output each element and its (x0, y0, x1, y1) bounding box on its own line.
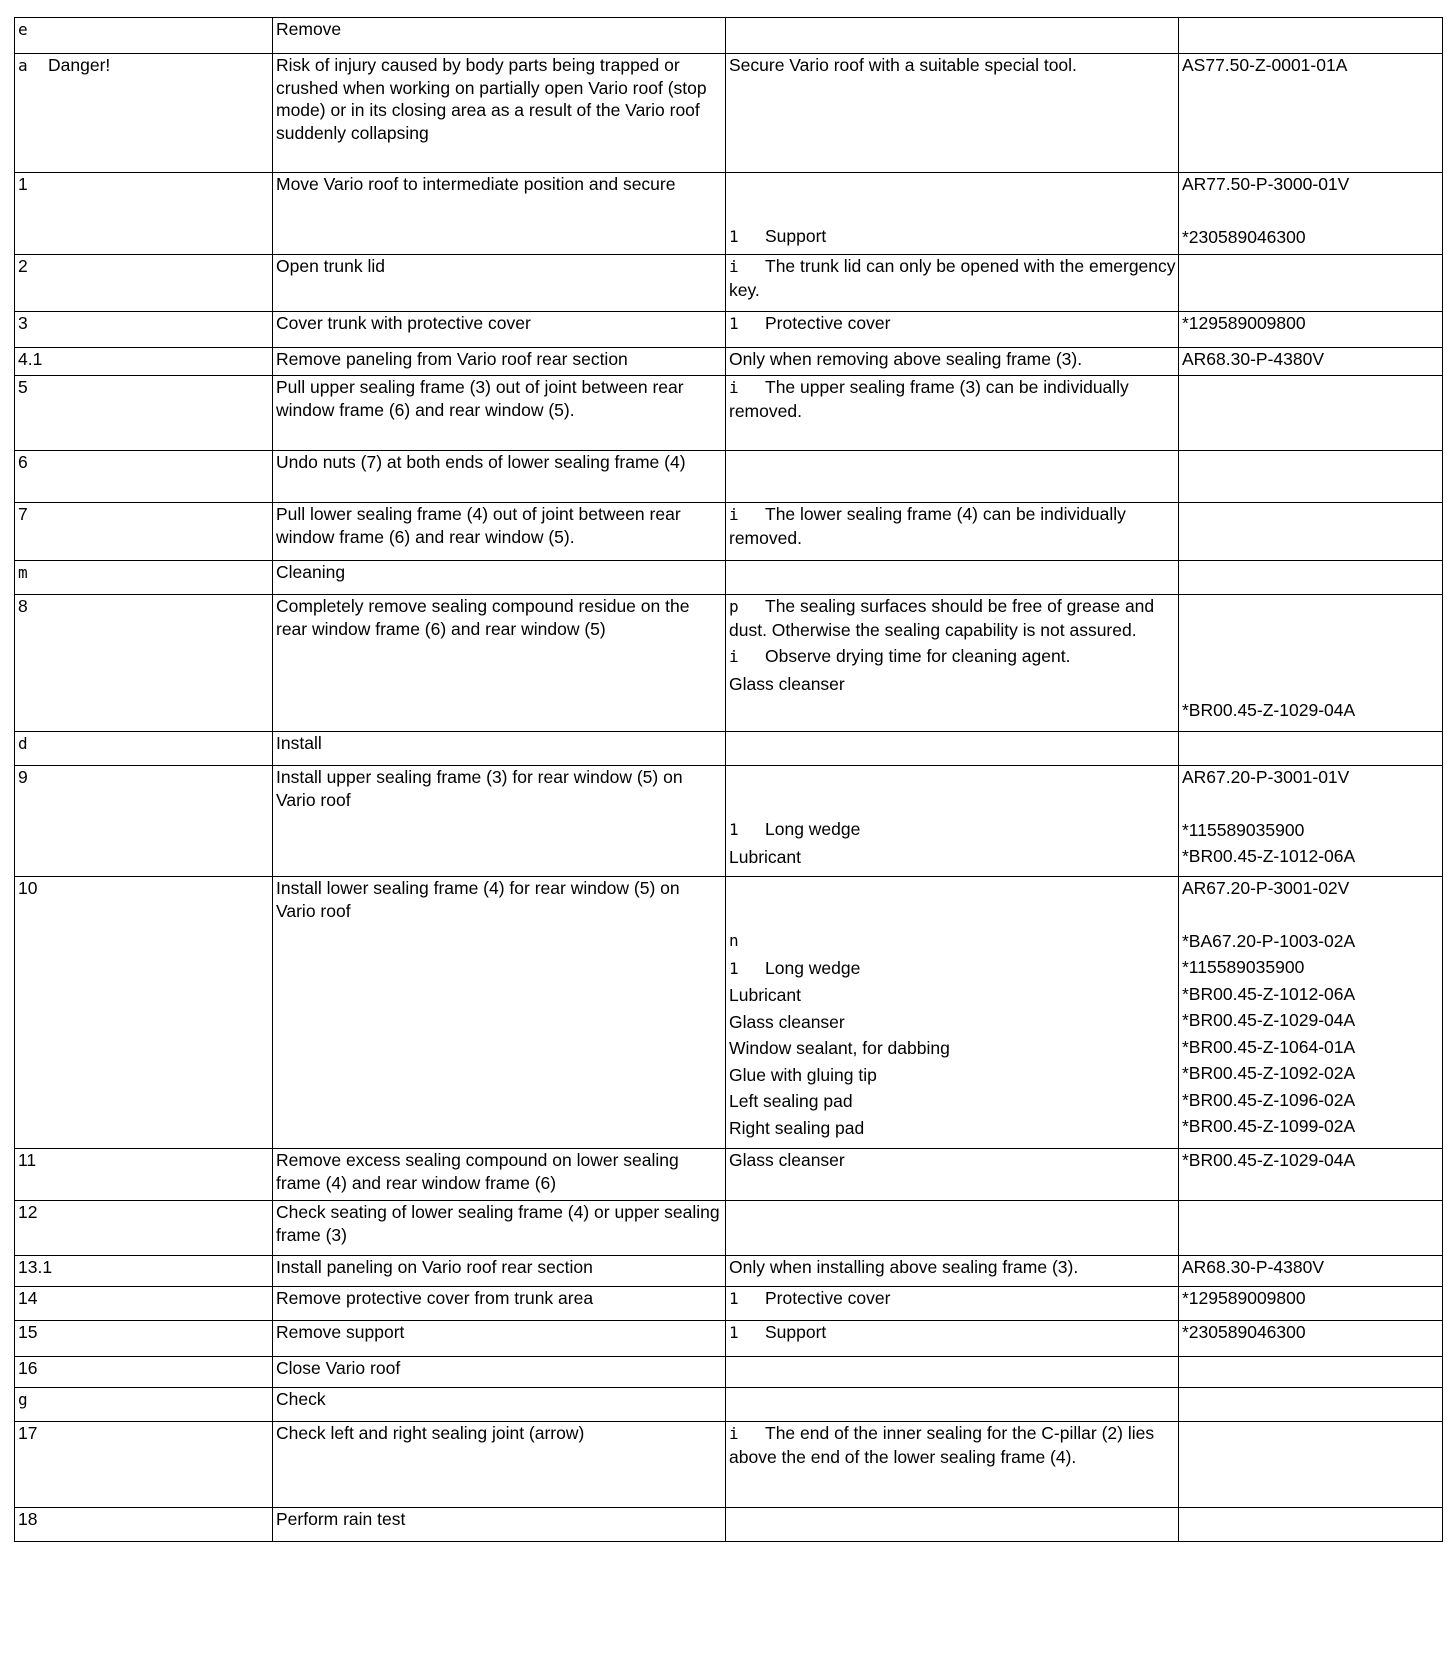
document-references (1179, 1357, 1443, 1388)
note-line (729, 792, 1176, 814)
step-number-cell (15, 376, 273, 451)
note-text: Glass cleanser (729, 1011, 845, 1032)
step-notes (726, 1357, 1179, 1388)
step-notes (726, 54, 1179, 173)
step-number: 9 (18, 767, 28, 787)
info-icon: i (729, 647, 739, 666)
note-line (729, 1256, 1176, 1279)
document-references (1179, 1508, 1443, 1542)
table-row (15, 173, 1443, 255)
note-line (729, 54, 1176, 77)
reference-code (1182, 673, 1440, 695)
notice-icon: p (729, 597, 739, 616)
reference-code: AS77.50-Z-0001-01A (1182, 55, 1348, 75)
note-text: Long wedge (765, 819, 861, 839)
table-row (15, 1201, 1443, 1256)
step-number-cell (15, 561, 273, 595)
reference-code: *115589035900 (1182, 957, 1305, 977)
document-references (1179, 595, 1443, 732)
special-tool-icon: 1 (729, 1289, 739, 1308)
table-row (15, 503, 1443, 561)
table-row (15, 732, 1443, 766)
step-number-cell (15, 1321, 273, 1357)
note-line (729, 1090, 1176, 1113)
step-description: Remove (273, 18, 726, 54)
table-row (15, 1357, 1443, 1388)
step-number-cell (15, 1388, 273, 1422)
note-text: The trunk lid can only be opened with the emergency key. (729, 256, 1176, 300)
step-notes (726, 1149, 1179, 1201)
step-number: 7 (18, 504, 28, 524)
reference-icon: n (729, 931, 739, 950)
note-text: Secure Vario roof with a suitable special tool. (729, 55, 1077, 75)
step-notes (726, 451, 1179, 503)
note-line (729, 1064, 1176, 1087)
note-text: Protective cover (765, 1288, 891, 1308)
step-description: Undo nuts (7) at both ends of lower sealing frame (4) (273, 451, 726, 503)
info-icon: i (729, 1424, 739, 1443)
step-number-cell (15, 877, 273, 1149)
note-line (729, 1149, 1176, 1172)
reference-code: *230589046300 (1182, 226, 1306, 247)
note-line (729, 225, 1176, 249)
step-notes (726, 348, 1179, 376)
table-row (15, 1321, 1443, 1357)
reference-code: *BR00.45-Z-1096-02A (1182, 1089, 1356, 1110)
reference-code: *BR00.45-Z-1029-04A (1182, 1150, 1356, 1170)
step-number: 18 (18, 1509, 38, 1529)
note-line (729, 348, 1176, 371)
note-text: Lubricant (729, 985, 801, 1005)
table-row (15, 1256, 1443, 1287)
step-description: Close Vario roof (273, 1357, 726, 1388)
reference-code: *129589009800 (1182, 313, 1306, 333)
document-references (1179, 1149, 1443, 1201)
note-text: Protective cover (765, 313, 891, 333)
note-line (729, 645, 1176, 669)
note-text: Observe drying time for cleaning agent. (765, 646, 1071, 666)
reference-code: *BR00.45-Z-1029-04A (1182, 1010, 1356, 1030)
special-tool-icon: 1 (729, 314, 739, 333)
reference-code: *BA67.20-P-1003-02A (1182, 930, 1356, 951)
document-references (1179, 54, 1443, 173)
step-number-cell (15, 766, 273, 877)
step-notes (726, 1201, 1179, 1256)
table-row (15, 1388, 1443, 1422)
table-row (15, 766, 1443, 877)
step-number: 11 (18, 1150, 37, 1170)
section-symbol-icon: d (18, 734, 28, 753)
note-text: Glass cleanser (729, 1150, 845, 1170)
info-icon: i (729, 378, 739, 397)
table-row (15, 595, 1443, 732)
reference-code: *BR00.45-Z-1029-04A (1182, 700, 1356, 720)
step-number-cell (15, 348, 273, 376)
step-description: Check (273, 1388, 726, 1422)
reference-code (1182, 595, 1440, 617)
note-line (729, 984, 1176, 1007)
step-notes (726, 1287, 1179, 1321)
step-number-cell (15, 595, 273, 732)
reference-code: *115589035900 (1182, 819, 1305, 840)
step-description: Cleaning (273, 561, 726, 595)
reference-code (1182, 904, 1440, 926)
reference-code: *BR00.45-Z-1012-06A (1182, 846, 1356, 866)
step-description: Pull upper sealing frame (3) out of joint between rear window frame (6) and rear window (5). (273, 376, 726, 451)
step-description: Install upper sealing frame (3) for rear window (5) on Vario roof (273, 766, 726, 877)
step-notes (726, 312, 1179, 348)
note-line (729, 818, 1176, 842)
document-references (1179, 376, 1443, 451)
note-line (729, 173, 1176, 195)
table-row (15, 1287, 1443, 1321)
note-line (729, 1011, 1176, 1034)
step-description: Remove protective cover from trunk area (273, 1287, 726, 1321)
note-line (729, 1321, 1176, 1345)
step-number-cell (15, 54, 273, 173)
step-number: 5 (18, 377, 28, 397)
step-number-cell (15, 1422, 273, 1508)
table-row (15, 1508, 1443, 1542)
note-line (729, 503, 1176, 549)
step-number-cell (15, 1357, 273, 1388)
note-text: Window sealant, for dabbing (729, 1038, 950, 1058)
note-text: Left sealing pad (729, 1091, 853, 1111)
step-notes (726, 561, 1179, 595)
step-number-cell (15, 732, 273, 766)
step-description: Remove excess sealing compound on lower sealing frame (4) and rear window frame (6) (273, 1149, 726, 1201)
note-text: The sealing surfaces should be free of grease and dust. Otherwise the sealing capability is not assured. (729, 596, 1155, 640)
step-description: Risk of injury caused by body parts being trapped or crushed when working on partially open Vario roof (stop mode) or in its closing area as a result of the Vario roof suddenly collapsing (273, 54, 726, 173)
step-number-cell (15, 173, 273, 255)
section-symbol-icon: a (18, 56, 28, 75)
table-row (15, 561, 1443, 595)
reference-code (1182, 621, 1440, 643)
step-number-cell (15, 1508, 273, 1542)
note-line (729, 595, 1176, 641)
special-tool-icon: 1 (729, 958, 739, 978)
reference-code: AR77.50-P-3000-01V (1182, 174, 1350, 194)
reference-code (1182, 200, 1440, 222)
step-notes (726, 173, 1179, 255)
step-number: 6 (18, 452, 28, 472)
step-number: 12 (18, 1202, 38, 1222)
document-references (1179, 1287, 1443, 1321)
section-symbol-icon: g (18, 1390, 28, 1409)
step-description: Install lower sealing frame (4) for rear window (5) on Vario roof (273, 877, 726, 1149)
document-references (1179, 732, 1443, 766)
reference-code: AR68.30-P-4380V (1182, 1257, 1325, 1277)
note-line (729, 903, 1176, 925)
step-number-cell (15, 1149, 273, 1201)
step-notes (726, 595, 1179, 732)
step-notes (726, 877, 1179, 1149)
reference-code: *230589046300 (1182, 1322, 1306, 1342)
note-line (729, 957, 1176, 981)
step-description: Remove paneling from Vario roof rear section (273, 348, 726, 376)
step-number: 8 (18, 596, 28, 616)
step-notes (726, 503, 1179, 561)
procedure-rows (15, 18, 1443, 1542)
document-references (1179, 173, 1443, 255)
reference-code: *BR00.45-Z-1064-01A (1182, 1036, 1356, 1057)
step-notes (726, 255, 1179, 312)
step-number: 15 (18, 1322, 38, 1342)
document-references (1179, 877, 1443, 1149)
step-description: Open trunk lid (273, 255, 726, 312)
document-references (1179, 1388, 1443, 1422)
document-references (1179, 18, 1443, 54)
note-text: Glass cleanser (729, 673, 845, 694)
note-line (729, 877, 1176, 899)
step-notes (726, 1256, 1179, 1287)
reference-code: *BR00.45-Z-1092-02A (1182, 1063, 1356, 1083)
note-line (729, 1037, 1176, 1060)
step-description: Cover trunk with protective cover (273, 312, 726, 348)
step-description: Install (273, 732, 726, 766)
note-line (729, 376, 1176, 422)
table-row (15, 451, 1443, 503)
section-symbol-icon: e (18, 20, 28, 39)
step-number-cell (15, 312, 273, 348)
step-number: 14 (18, 1288, 38, 1308)
step-number: 2 (18, 256, 28, 276)
step-description: Move Vario roof to intermediate position and secure (273, 173, 726, 255)
section-symbol-icon: m (18, 563, 28, 582)
note-line (729, 929, 1176, 953)
step-number-cell (15, 503, 273, 561)
table-row (15, 376, 1443, 451)
table-row (15, 1149, 1443, 1201)
reference-code: *129589009800 (1182, 1288, 1306, 1308)
step-notes (726, 732, 1179, 766)
step-notes (726, 1508, 1179, 1542)
step-number-cell (15, 1287, 273, 1321)
step-number: 4.1 (18, 349, 43, 369)
note-text: Only when installing above sealing frame (3). (729, 1257, 1079, 1277)
reference-code (1182, 793, 1440, 815)
special-tool-icon: 1 (729, 1323, 739, 1342)
step-number-cell (15, 451, 273, 503)
note-line (729, 673, 1176, 696)
note-text: Right sealing pad (729, 1117, 865, 1138)
document-references (1179, 348, 1443, 376)
note-line (729, 199, 1176, 221)
reference-code: AR67.20-P-3001-02V (1182, 878, 1350, 898)
step-number: 1 (18, 174, 28, 194)
table-row (15, 312, 1443, 348)
special-tool-icon: 1 (729, 227, 739, 246)
table-row (15, 877, 1443, 1149)
step-notes (726, 376, 1179, 451)
step-number: 16 (18, 1358, 38, 1378)
note-text: The end of the inner sealing for the C-pillar (2) lies above the end of the lower sealing frame (4). (729, 1423, 1155, 1467)
reference-code: *BR00.45-Z-1099-02A (1182, 1116, 1356, 1136)
note-line (729, 1422, 1176, 1468)
document-references (1179, 561, 1443, 595)
step-notes (726, 766, 1179, 877)
table-row (15, 18, 1443, 54)
step-notes (726, 18, 1179, 54)
table-row (15, 348, 1443, 376)
reference-code: AR67.20-P-3001-01V (1182, 767, 1350, 787)
note-line (729, 255, 1176, 301)
note-text: Long wedge (765, 957, 861, 978)
document-references (1179, 1201, 1443, 1256)
step-notes (726, 1388, 1179, 1422)
note-line (729, 846, 1176, 869)
note-text: The upper sealing frame (3) can be individually removed. (729, 377, 1129, 421)
table-row (15, 1422, 1443, 1508)
table-row (15, 54, 1443, 173)
document-references (1179, 451, 1443, 503)
note-line (729, 766, 1176, 788)
step-description: Completely remove sealing compound residue on the rear window frame (6) and rear window (5) (273, 595, 726, 732)
step-number-cell (15, 18, 273, 54)
step-description: Remove support (273, 1321, 726, 1357)
note-line (729, 1117, 1176, 1140)
reference-code: *BR00.45-Z-1012-06A (1182, 983, 1356, 1004)
document-references (1179, 1422, 1443, 1508)
note-text: The lower sealing frame (4) can be individually removed. (729, 504, 1126, 548)
document-references (1179, 255, 1443, 312)
document-references (1179, 503, 1443, 561)
step-number: 3 (18, 313, 28, 333)
info-icon: i (729, 505, 739, 524)
special-tool-icon: 1 (729, 820, 739, 839)
step-description: Install paneling on Vario roof rear section (273, 1256, 726, 1287)
step-notes (726, 1422, 1179, 1508)
table-row (15, 255, 1443, 312)
reference-code: AR68.30-P-4380V (1182, 349, 1325, 369)
note-text: Only when removing above sealing frame (3). (729, 349, 1083, 369)
info-icon: i (729, 257, 739, 276)
step-number: 10 (18, 878, 38, 898)
step-number: 17 (18, 1423, 38, 1443)
step-description: Pull lower sealing frame (4) out of joint between rear window frame (6) and rear window (5). (273, 503, 726, 561)
document-references (1179, 1256, 1443, 1287)
step-number: Danger! (48, 55, 111, 75)
step-notes (726, 1321, 1179, 1357)
reference-code (1182, 647, 1440, 669)
note-text: Support (765, 226, 827, 246)
document-references (1179, 312, 1443, 348)
step-description: Check left and right sealing joint (arrow) (273, 1422, 726, 1508)
step-description: Perform rain test (273, 1508, 726, 1542)
step-number-cell (15, 255, 273, 312)
step-description: Check seating of lower sealing frame (4) or upper sealing frame (3) (273, 1201, 726, 1256)
note-line (729, 1287, 1176, 1311)
note-text: Lubricant (729, 846, 801, 867)
step-number-cell (15, 1256, 273, 1287)
document-references (1179, 766, 1443, 877)
note-text: Support (765, 1322, 827, 1342)
step-number-cell (15, 1201, 273, 1256)
document-references (1179, 1321, 1443, 1357)
procedure-table (14, 17, 1443, 1542)
step-number: 13.1 (18, 1257, 53, 1277)
note-text: Glue with gluing tip (729, 1064, 877, 1085)
note-line (729, 312, 1176, 336)
